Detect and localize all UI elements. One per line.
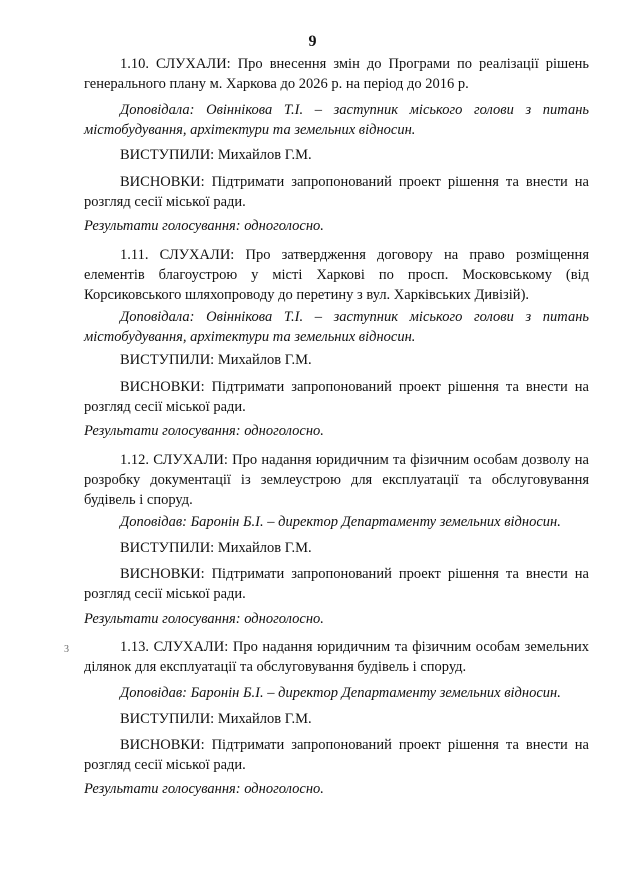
item-1-12-reporter: Доповідав: Баронін Б.І. – директор Департаменту земельних відносин.: [120, 514, 561, 530]
item-1-10-conclusions: ВИСНОВКИ: Підтримати запропонований проект рішення та внести на розгляд сесії міської ради.: [84, 174, 589, 210]
item-1-10-heard: 1.10. СЛУХАЛИ: Про внесення змін до Програми по реалізації рішень генерального плану м. Харкова до 2026 р. на період до 2016 р.: [84, 56, 589, 92]
item-1-10-reporter: Доповідала: Овіннікова Т.І. – заступник міського голови з питань містобудування, архітектури та земельних відносин.: [84, 102, 589, 138]
item-1-10-results: Результати голосування: одноголосно.: [84, 218, 324, 234]
item-1-11-heard: 1.11. СЛУХАЛИ: Про затвердження договору на право розміщення елементів благоустрою у місті Харкові по просп. Московському (від Корсиковського шляхопроводу до перетину з вул. Харківських Дивізій).: [84, 247, 589, 303]
page-number: 9: [308, 33, 317, 50]
item-1-12-spoke: ВИСТУПИЛИ: Михайлов Г.М.: [120, 540, 312, 556]
item-1-11-conclusions: ВИСНОВКИ: Підтримати запропонований проект рішення та внести на розгляд сесії міської ради.: [84, 379, 589, 415]
item-1-13-reporter: Доповідав: Баронін Б.І. – директор Департаменту земельних відносин.: [120, 685, 561, 701]
item-1-11-reporter: Доповідала: Овіннікова Т.І. – заступник міського голови з питань містобудування, архітектури та земельних відносин.: [84, 309, 589, 345]
item-1-13-heard: 1.13. СЛУХАЛИ: Про надання юридичним та фізичним особам земельних ділянок для експлуатації та обслуговування будівель і споруд.: [84, 639, 589, 675]
margin-mark: 3: [64, 644, 69, 655]
item-1-12-conclusions: ВИСНОВКИ: Підтримати запропонований проект рішення та внести на розгляд сесії міської ради.: [84, 566, 589, 602]
item-1-13-spoke: ВИСТУПИЛИ: Михайлов Г.М.: [120, 711, 312, 727]
item-1-12-results: Результати голосування: одноголосно.: [84, 611, 324, 627]
item-1-12-heard: 1.12. СЛУХАЛИ: Про надання юридичним та фізичним особам дозволу на розробку документації із землеустрою для експлуатації та обслуговування будівель і споруд.: [84, 452, 589, 508]
item-1-11-results: Результати голосування: одноголосно.: [84, 423, 324, 439]
item-1-11-spoke: ВИСТУПИЛИ: Михайлов Г.М.: [120, 352, 312, 368]
item-1-13-results: Результати голосування: одноголосно.: [84, 781, 324, 797]
item-1-13-conclusions: ВИСНОВКИ: Підтримати запропонований проект рішення та внести на розгляд сесії міської ради.: [84, 737, 589, 773]
item-1-10-spoke: ВИСТУПИЛИ: Михайлов Г.М.: [120, 147, 312, 163]
